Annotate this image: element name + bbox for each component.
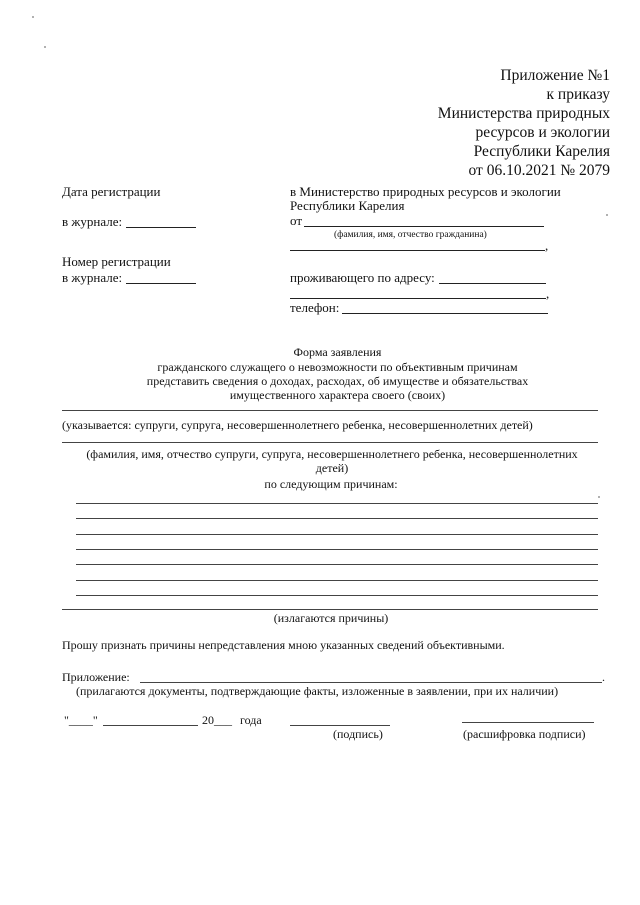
- from-comma: ,: [545, 238, 549, 253]
- addressee-line-2: Республики Карелия: [290, 198, 405, 213]
- date-year-suffix: года: [240, 713, 262, 727]
- scan-speck: [44, 46, 46, 48]
- attachment-label: Приложение:: [62, 670, 130, 684]
- appendix-line-1: Приложение №1: [500, 67, 610, 84]
- appendix-line-3: Министерства природных: [437, 105, 610, 122]
- reason-line-1[interactable]: [76, 503, 598, 504]
- attachment-hint: (прилагаются документы, подтверждающие факты, изложенные в заявлении, при их наличии): [76, 684, 559, 698]
- scan-speck: [32, 16, 34, 18]
- registration-number-label: Номер регистрации: [62, 254, 171, 269]
- request-text: Прошу признать причины непредставления мною указанных сведений объективными.: [62, 638, 505, 652]
- reason-line-8[interactable]: [62, 609, 598, 610]
- appendix-line-6: от 06.10.2021 № 2079: [468, 162, 610, 179]
- address-label: проживающего по адресу:: [290, 270, 435, 285]
- attachment-line[interactable]: [140, 682, 602, 683]
- reason-line-3[interactable]: [76, 534, 598, 535]
- signature-hint: (подпись): [333, 727, 383, 741]
- appendix-line-4: ресурсов и экологии: [475, 124, 610, 141]
- appendix-line-2: к приказу: [546, 86, 610, 103]
- appendix-line-5: Республики Карелия: [473, 143, 610, 160]
- reason-line-7[interactable]: [76, 595, 598, 596]
- phone-line[interactable]: [342, 313, 548, 314]
- registration-number-line[interactable]: [126, 283, 196, 284]
- date-year: 20___: [202, 713, 232, 727]
- address-line-1[interactable]: [439, 283, 546, 284]
- reasons-heading: по следующим причинам:: [264, 477, 398, 491]
- signature-line[interactable]: [290, 725, 390, 726]
- registration-number-journal-label: в журнале:: [62, 270, 123, 285]
- signature-decode-line[interactable]: [462, 722, 594, 723]
- spouse-name-line[interactable]: [62, 442, 598, 443]
- reason-line-5[interactable]: [76, 564, 598, 565]
- registration-journal-line[interactable]: [126, 227, 196, 228]
- date-month-line[interactable]: [103, 725, 198, 726]
- spouse-name-hint-1: (фамилия, имя, отчество супруги, супруга, несовершеннолетнего ребенка, несовершеннолетних: [86, 447, 578, 461]
- reason-line-2[interactable]: [76, 518, 598, 519]
- phone-label: телефон:: [290, 300, 340, 315]
- scan-speck: [598, 496, 600, 498]
- spouse-name-hint-2: детей): [315, 461, 349, 475]
- spouse-type-hint: (указывается: супруги, супруга, несовершеннолетнего ребенка, несовершеннолетних детей): [62, 418, 533, 432]
- form-title-line-1: Форма заявления: [293, 345, 382, 359]
- addressee-line-1: в Министерство природных ресурсов и экологии: [290, 184, 561, 199]
- attachment-dot: .: [602, 670, 605, 684]
- appendix-block: [438, 66, 610, 180]
- reason-line-6[interactable]: [76, 580, 598, 581]
- form-title-line-3: представить сведения о доходах, расходах, об имуществе и обязательствах: [146, 374, 529, 388]
- date-day: "____": [64, 713, 98, 727]
- spouse-type-line[interactable]: [62, 410, 598, 411]
- from-label: от: [290, 213, 303, 228]
- form-title-line-4: имущественного характера своего (своих): [229, 388, 446, 402]
- form-title-line-2: гражданского служащего о невозможности по объективным причинам: [157, 360, 518, 374]
- scan-speck: [606, 214, 608, 216]
- registration-journal-label: в журнале:: [62, 214, 123, 229]
- address-comma: ,: [546, 286, 550, 301]
- from-name-line[interactable]: [304, 226, 544, 227]
- from-name-line-2[interactable]: [290, 250, 545, 251]
- registration-date-label: Дата регистрации: [62, 184, 161, 199]
- signature-decode-hint: (расшифровка подписи): [463, 727, 586, 741]
- from-hint: (фамилия, имя, отчество гражданина): [334, 230, 487, 240]
- reason-line-4[interactable]: [76, 549, 598, 550]
- reasons-hint: (излагаются причины): [273, 611, 389, 625]
- address-line-2[interactable]: [290, 298, 546, 299]
